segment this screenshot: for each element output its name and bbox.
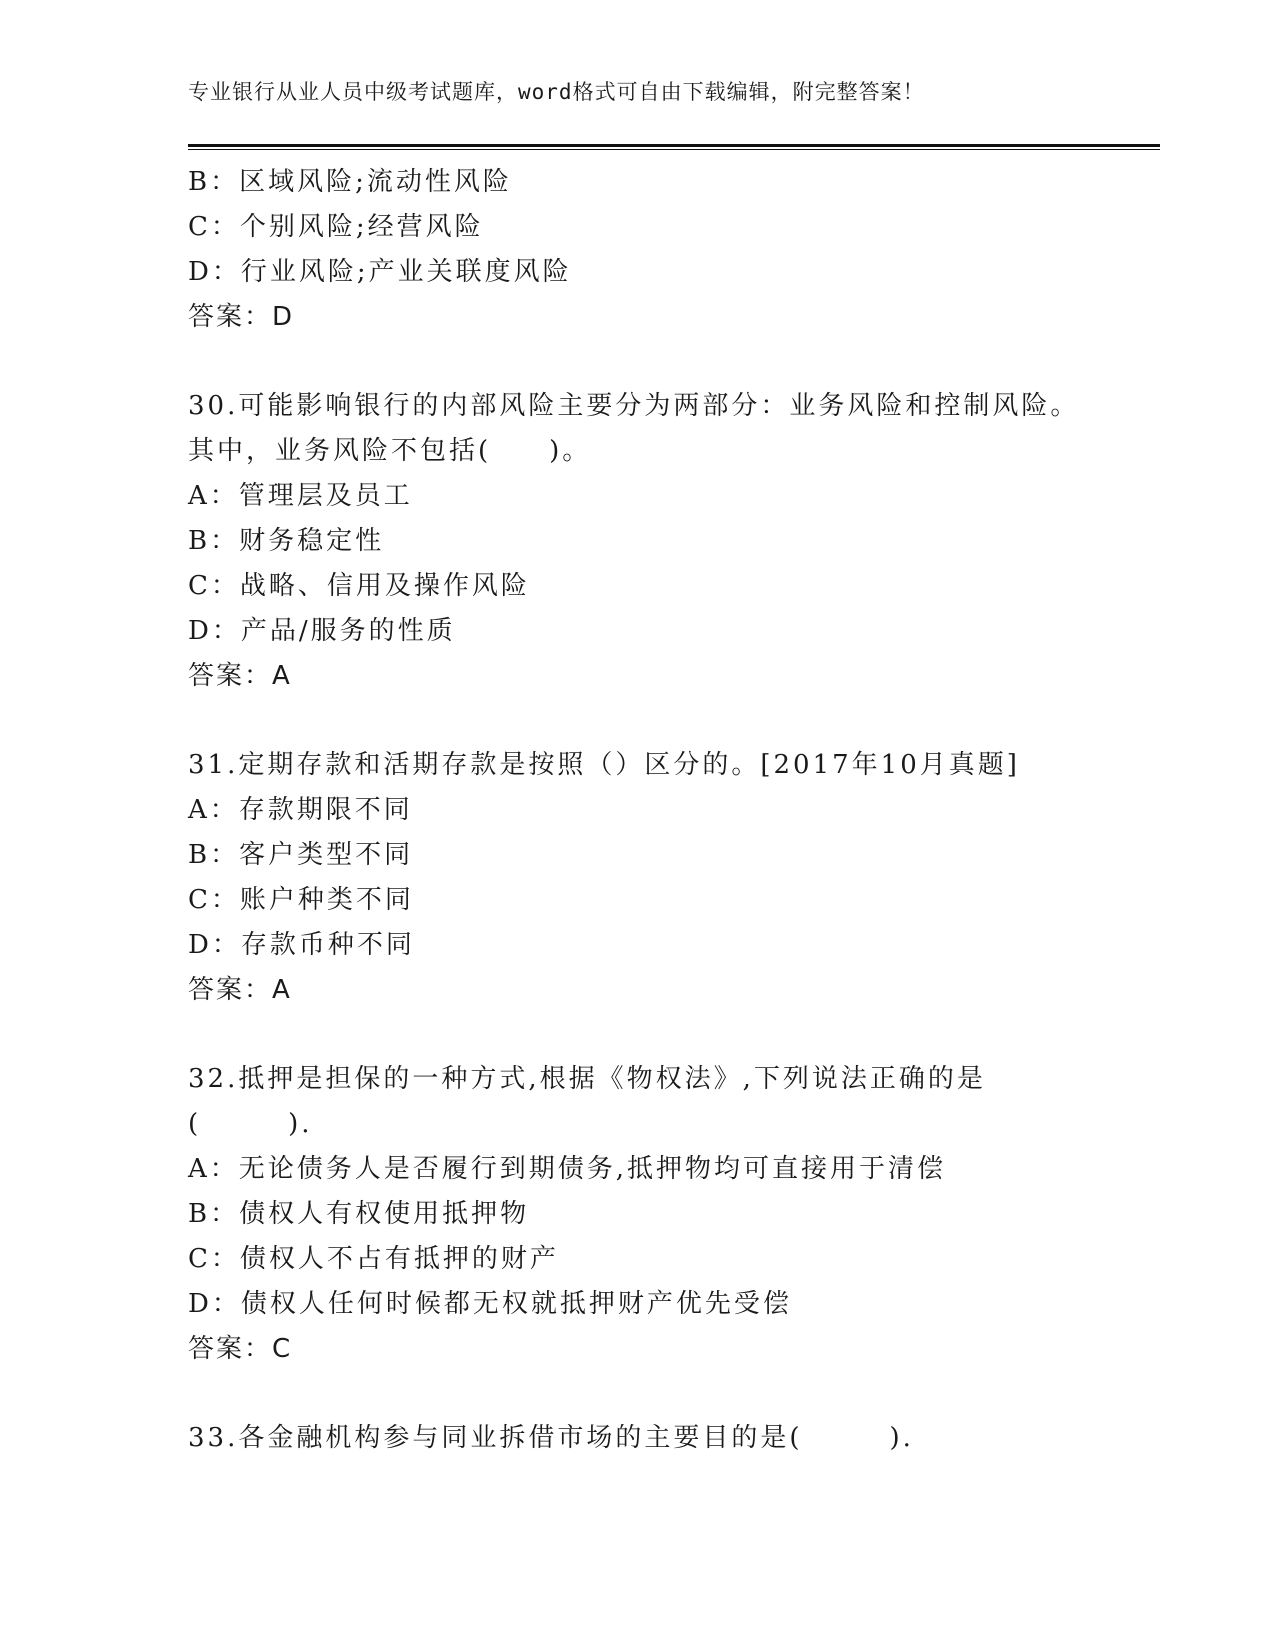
option-c: C：战略、信用及操作风险 (188, 571, 530, 601)
question-stem-continued: ( ). (188, 1109, 313, 1139)
option-d: D：存款币种不同 (188, 930, 415, 960)
question-32 (188, 1057, 1168, 1372)
option-a: A：无论债务人是否履行到期债务,抵押物均可直接用于清偿 (188, 1154, 947, 1184)
question-stem: 31.定期存款和活期存款是按照（）区分的。[2017年10月真题] (188, 750, 1020, 780)
option-d: D：债权人任何时候都无权就抵押财产优先受偿 (188, 1289, 792, 1319)
answer: 答案：A (188, 661, 292, 691)
answer: 答案：A (188, 975, 292, 1005)
option-b: B：债权人有权使用抵押物 (188, 1199, 530, 1229)
option-b: B：区域风险;流动性风险 (188, 167, 512, 197)
option-d: D：行业风险;产业关联度风险 (188, 257, 572, 287)
option-a: A：管理层及员工 (188, 481, 413, 511)
option-b: B：财务稳定性 (188, 526, 385, 556)
question-stem-continued: 其中，业务风险不包括( )。 (188, 436, 592, 466)
question-30 (188, 384, 1168, 699)
header-rule-thin (188, 149, 1160, 150)
question-31 (188, 743, 1168, 1013)
option-d: D：产品/服务的性质 (188, 616, 456, 646)
option-b: B：客户类型不同 (188, 840, 414, 870)
question-content (188, 160, 1168, 1461)
option-c: C：债权人不占有抵押的财产 (188, 1244, 559, 1274)
question-stem: 32.抵押是担保的一种方式,根据《物权法》,下列说法正确的是 (188, 1064, 986, 1094)
question-stem: 33.各金融机构参与同业拆借市场的主要目的是( ). (188, 1423, 914, 1453)
page-header: 专业银行从业人员中级考试题库，word格式可自由下载编辑，附完整答案！ (188, 80, 925, 104)
question-33 (188, 1416, 1168, 1461)
header-rule-thick (188, 144, 1160, 147)
question-stem: 30.可能影响银行的内部风险主要分为两部分：业务风险和控制风险。 (188, 391, 1080, 421)
question-29-continued (188, 160, 1168, 340)
answer: 答案：C (188, 1334, 293, 1364)
option-c: C：个别风险;经营风险 (188, 212, 484, 242)
option-a: A：存款期限不同 (188, 795, 413, 825)
answer: 答案：D (188, 302, 295, 332)
option-c: C：账户种类不同 (188, 885, 414, 915)
